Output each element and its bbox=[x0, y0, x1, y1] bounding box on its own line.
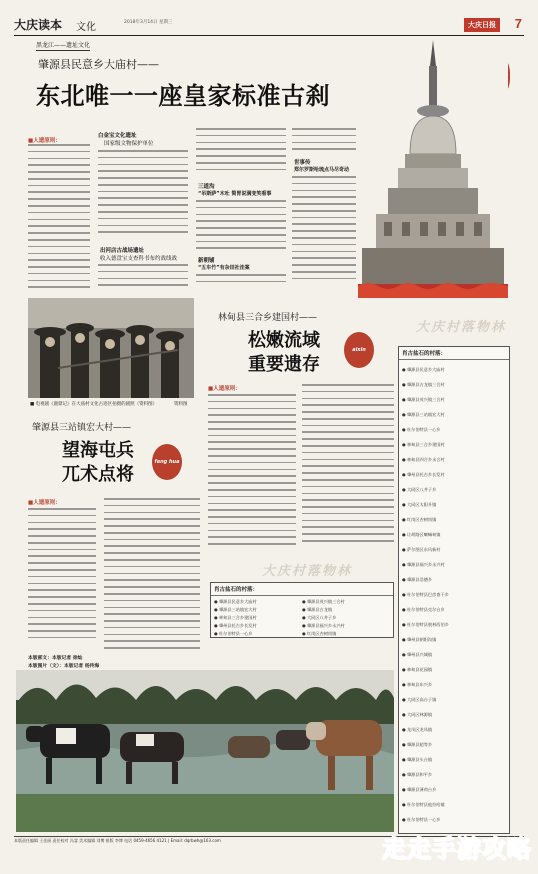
people-photo-credit: 资料图 bbox=[174, 402, 188, 407]
village-list-2-right bbox=[302, 598, 390, 638]
subhead-shishichuan: 世事传 bbox=[294, 160, 311, 166]
section-name: 文化 bbox=[76, 22, 96, 33]
list-item: ● 杜尔伯特县巴彦查干乡 bbox=[402, 592, 449, 597]
subhead-chuhedian: 出河店古战场遗址 bbox=[100, 248, 145, 254]
article2-headline-2: 重要遗存 bbox=[248, 354, 320, 375]
page-footer: 本版责任编辑 王佳丽 责任校对 冯睿 美术编辑 刘博 排版 李博 电话 0459-4656 4121 | Email: dqrbwh@163.com bbox=[14, 836, 524, 844]
box-title: 白金宝文化遗址 bbox=[98, 133, 137, 139]
list-item: ● 杜尔伯特县一心乡 bbox=[402, 817, 441, 822]
article3-lead-label: ■人遗原则： bbox=[28, 500, 61, 506]
brush-title-2: 大庆村落物林 bbox=[262, 564, 353, 579]
article3-headline-1: 望海屯兵 bbox=[62, 440, 134, 461]
list-item: ● 肇源县民意乡大庙村 bbox=[214, 599, 257, 604]
village-list-2-left bbox=[214, 598, 302, 638]
village-list bbox=[399, 360, 509, 829]
list-item: ● 肇源县薄荷台乡 bbox=[402, 787, 437, 792]
brush-title-1: 大庆村落物林 bbox=[416, 320, 507, 335]
list-item: ● 大同区八井子乡 bbox=[302, 615, 337, 620]
village-list-title: 肖古盐石的村落： bbox=[399, 347, 509, 360]
article1-col4b-text bbox=[292, 176, 356, 292]
article2-col2-text bbox=[302, 384, 394, 556]
list-item: ● 林甸县东兴乡 bbox=[402, 682, 433, 687]
subhead-chuhedian-desc: 收入德盘宝支查科书布约战线战 bbox=[100, 256, 178, 262]
list-item: ● 肇源县头台镇 bbox=[402, 757, 433, 762]
paper-name: 大庆读本 bbox=[14, 18, 63, 32]
list-item: ● 肇州县兴城镇 bbox=[402, 652, 433, 657]
list-item: ● 杜尔伯特县克尔台乡 bbox=[402, 607, 445, 612]
page-header bbox=[14, 16, 524, 36]
byline-1: 本版部文：本版记者 徐灿 bbox=[28, 656, 83, 661]
list-item: ● 大同区林源镇 bbox=[402, 712, 433, 717]
article3-kicker: 肇源县三站镇宏大村—— bbox=[32, 423, 132, 433]
list-item: ● 龙凤区龙凤镇 bbox=[402, 727, 433, 732]
article1-kicker: 肇源县民意乡大庙村—— bbox=[38, 58, 159, 71]
pagoda-illustration bbox=[358, 36, 508, 306]
byline-2: 本版图片（文）：本版记者 杨传海 bbox=[28, 664, 100, 669]
article3-seal: feng hua bbox=[152, 444, 182, 480]
cattle-wetland-photo bbox=[16, 670, 394, 832]
sub-section: 黑龙江——遗址文化 bbox=[36, 42, 91, 49]
article2-headline-1: 松嫩流域 bbox=[248, 330, 320, 351]
list-item: ● 肇源县三站镇宏大村 bbox=[402, 412, 445, 417]
site-watermark: 走走手游攻略 bbox=[382, 835, 532, 863]
article1-col2-text bbox=[98, 150, 188, 242]
subhead-wuchezhu: “五车竹”有杂田社洼案 bbox=[198, 265, 250, 271]
list-item: ● 大同区八井子乡 bbox=[402, 487, 437, 492]
list-item: ● 林甸县花园镇 bbox=[402, 667, 433, 672]
list-item: ● 肇源县茂兴镇三合村 bbox=[402, 397, 445, 402]
list-item: ● 杜尔伯特县一心乡 bbox=[214, 631, 253, 636]
article3-col1-text bbox=[28, 508, 96, 648]
article1-headline: 东北唯一一座皇家标准古刹 bbox=[36, 81, 330, 110]
article2-kicker: 林甸县三合乡建国村—— bbox=[218, 313, 318, 323]
list-item: ● 杜尔伯特县他拉哈镇 bbox=[402, 802, 445, 807]
village-list-2-title: 肖古盐石的村落： bbox=[211, 583, 393, 596]
list-item: ● 杜尔伯特县一心乡 bbox=[402, 427, 441, 432]
list-item: ● 肇源县超等乡 bbox=[402, 742, 433, 747]
paper-logo: 大庆日报 bbox=[464, 18, 500, 32]
article1-col3c-text bbox=[196, 274, 286, 292]
issue-date: 2018年3月14日 星期三 bbox=[124, 20, 173, 25]
article1-col4-text bbox=[292, 128, 356, 158]
list-item: ● 林甸县三合乡建国村 bbox=[402, 442, 445, 447]
list-item: ● 肇源县和平乡 bbox=[402, 772, 433, 777]
article1-col3-text bbox=[196, 128, 286, 180]
article2-seal: aixin bbox=[344, 332, 374, 368]
list-item: ● 林甸县四合乡永合村 bbox=[402, 457, 445, 462]
drama-stills-photo bbox=[28, 298, 194, 398]
list-item: ● 肇州县朝阳沟镇 bbox=[402, 637, 437, 642]
list-item: ● 肇源县三站镇宏大村 bbox=[214, 607, 257, 612]
list-item: ● 肇州县托古乡长发村 bbox=[214, 623, 257, 628]
box-subtitle: 国家级文物保护单位 bbox=[104, 141, 154, 147]
article3-col2-text bbox=[104, 498, 200, 660]
page-number: 7 bbox=[514, 16, 522, 31]
article2-col1-text bbox=[208, 394, 296, 556]
list-item: ● 让胡路区喇嘛甸镇 bbox=[402, 532, 441, 537]
list-item: ● 肇州县托古乡长发村 bbox=[402, 472, 445, 477]
village-list-box-2 bbox=[210, 582, 394, 638]
article1-lead-label: ■人遗原则： bbox=[28, 138, 61, 144]
article3-headline-2: 兀术点将 bbox=[62, 464, 134, 485]
list-item: ● 萨尔图区东风新村 bbox=[402, 547, 441, 552]
list-item: ● 红岗区杏树岗镇 bbox=[402, 517, 437, 522]
list-item: ● 肇源县茂兴镇三合村 bbox=[302, 599, 345, 604]
list-item: ● 肇源县民意乡大庙村 bbox=[402, 367, 445, 372]
article1-col3b-text bbox=[196, 200, 286, 254]
subhead-xinchaopu: 新朝铺 bbox=[198, 258, 215, 264]
people-photo-caption: ■ 电视剧《鹿鼎记》在大庙村文化古迹区拍摄的剧照（资料图） bbox=[30, 402, 158, 407]
list-item: ● 大同区太阳升镇 bbox=[402, 502, 437, 507]
list-item: ● 大同区高台子镇 bbox=[402, 697, 437, 702]
list-item: ● 肇源县福兴乡永兴村 bbox=[302, 623, 345, 628]
village-list-box bbox=[398, 346, 510, 834]
list-item: ● 杜尔伯特县敖林西伯乡 bbox=[402, 622, 449, 627]
subhead-zhengerluosi: 郑尔罗斯哈琉点马尽奇动 bbox=[294, 167, 350, 173]
list-item: ● 红岗区杏树岗镇 bbox=[302, 631, 337, 636]
article2-lead-label: ■人遗原则： bbox=[208, 386, 241, 392]
subhead-diaosisa: “吊斯萨”木吐 简胃说满变笑看事 bbox=[198, 191, 272, 197]
list-item: ● 肇源县古龙镇三合村 bbox=[402, 382, 445, 387]
list-item: ● 肇源县古龙镇 bbox=[302, 607, 333, 612]
article1-col1-text bbox=[28, 144, 90, 292]
list-item: ● 林甸县三合乡建国村 bbox=[214, 615, 257, 620]
subhead-sandaogou: 三道沟 bbox=[198, 184, 215, 190]
list-item: ● 肇源县福兴乡永兴村 bbox=[402, 562, 445, 567]
list-item: ● 肇源县浩德乡 bbox=[402, 577, 433, 582]
article1-col2b-text bbox=[98, 264, 188, 292]
